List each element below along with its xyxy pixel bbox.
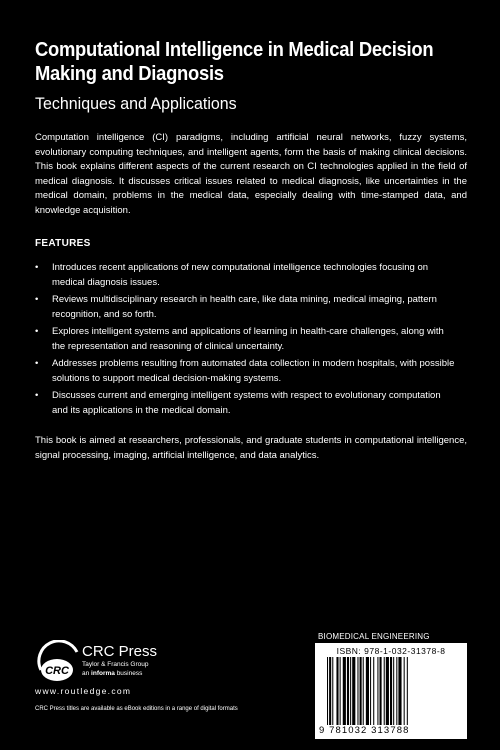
features-list [35,261,455,421]
ebook-note: CRC Press titles are available as eBook editions in a range of digital formats [35,706,238,712]
book-title: Computational Intelligence in Medical Decision Making and Diagnosis [35,39,434,85]
logo-text: CRC [45,665,69,677]
feature-text: Addresses problems resulting from automated data collection in modern hospitals, with possible solutions to support medical decision-making systems. [52,358,455,384]
bullet-icon: • [35,358,39,369]
barcode-icon [327,657,459,725]
closing-paragraph: This book is aimed at researchers, professionals, and graduate students in computational intelligence, signal processing, imaging, artificial intelligence, and data analytics. [35,435,467,461]
publisher-block [82,644,157,678]
isbn-digits: 9 781032 313788 [319,725,410,736]
feature-item [35,325,455,354]
publisher-website[interactable]: www.routledge.com [35,686,132,696]
feature-text: Introduces recent applications of new computational intelligence technologies focusing on medical diagnosis issues. [52,262,429,288]
publisher-tagline: an informa business [82,670,143,677]
bullet-icon: • [35,326,39,337]
publisher-name: CRC Press [82,643,158,660]
feature-item [35,293,455,322]
intro-paragraph: Computation intelligence (CI) paradigms, including artificial neural networks, fuzzy systems, evolutionary computing techniques, and intelligent agents, form the basis of making clinical decisions. This book explains different aspects of the current research on CI technologies applied in the field of medical diagnosis. It discusses critical issues related to medical diagnosis, like uncertainties in the medical domain, problems in the medical data, especially dealing with time-stamped data, and knowledge acquisition. [35,132,467,216]
bullet-icon: • [35,294,39,305]
isbn-label: ISBN: 978-1-032-31378-8 [336,646,446,656]
feature-text: Reviews multidisciplinary research in health care, like data mining, medical imaging, pattern recognition, and so forth. [52,294,437,320]
feature-text: Explores intelligent systems and applications of learning in health-care challenges, along with the representation and reasoning of clinical uncertainty. [52,326,444,352]
isbn-barcode [315,643,467,739]
features-heading: FEATURES [35,238,91,249]
feature-text: Discusses current and emerging intelligent systems with respect to evolutionary computation and its applications in the medical domain. [52,390,441,416]
subject-category: BIOMEDICAL ENGINEERING [318,632,430,641]
publisher-group: Taylor & Francis Group [82,661,149,668]
feature-item [35,389,455,418]
bullet-icon: • [35,262,39,273]
book-subtitle: Techniques and Applications [35,94,237,113]
bullet-icon: • [35,390,39,401]
feature-item [35,261,455,290]
feature-item [35,357,455,386]
